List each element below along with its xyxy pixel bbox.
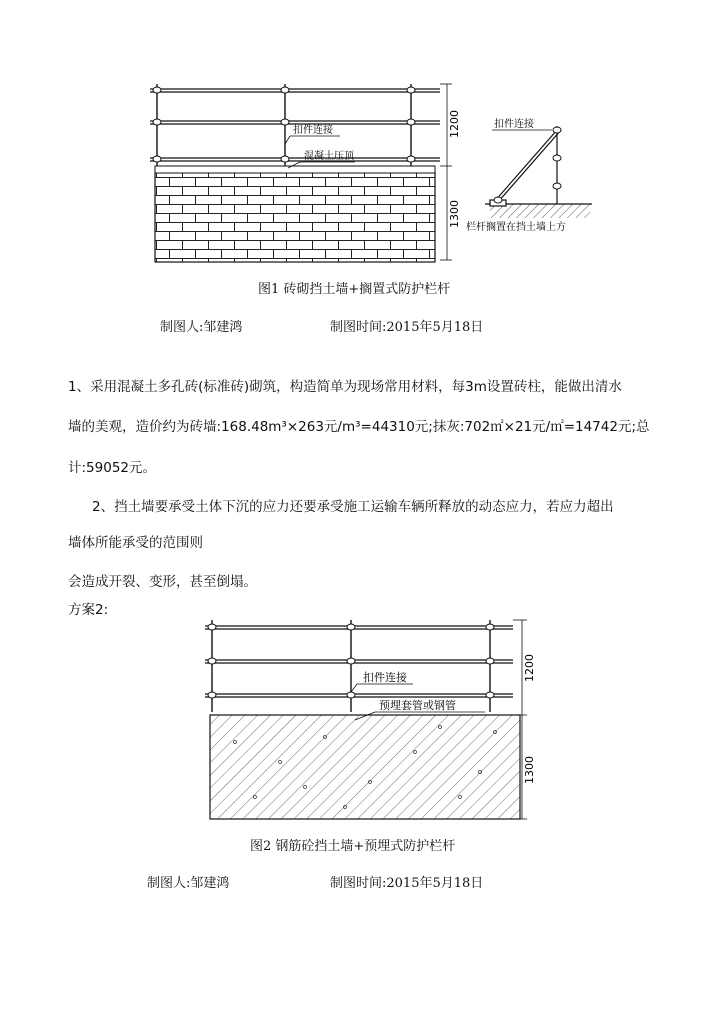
railing-rails-2 (205, 626, 513, 697)
label-concrete-top: 混凝土压顶 (304, 151, 354, 162)
concrete-wall (210, 715, 520, 819)
dim-1200-fig1: 1200 (448, 110, 461, 138)
paragraph-2-line-2: 墙体所能承受的范围则 (68, 535, 203, 551)
brick-wall (155, 172, 435, 262)
side-label-coupler: 扣件连接 (494, 119, 534, 130)
concrete-top (155, 166, 435, 173)
paragraph-2-line-1: 2、挡土墙要承受土体下沉的应力还要承受施工运输车辆所释放的动态应力，若应力超出 (92, 499, 614, 515)
side-label-rest: 栏杆搁置在挡土墙上方 (466, 222, 566, 233)
figure-2-caption: 图2 钢筋砼挡土墙+预埋式防护栏杆 (250, 839, 456, 854)
paragraph-1-line-1: 1、采用混凝土多孔砖(标准砖)砌筑，构造简单为现场常用材料，每3m设置砖柱，能做出清水 (68, 379, 622, 395)
label-coupler-1: 扣件连接 (293, 125, 333, 136)
credit-1-time: 制图时间:2015年5月18日 (330, 320, 484, 335)
dim-1300-fig1: 1300 (448, 200, 461, 228)
credit-2-author: 制图人:邹建鸿 (147, 876, 230, 891)
paragraph-1-line-3: 计:59052元。 (68, 460, 156, 476)
figure-2-drawing (195, 612, 545, 824)
paragraph-1-line-2: 墙的美观，造价约为砖墙:168.48m³×263元/m³=44310元;抹灰:702㎡×21元/㎡=14742元;总 (68, 419, 650, 435)
paragraph-2-line-3: 会造成开裂、变形，甚至倒塌。 (68, 574, 257, 590)
label-embedded-sleeve: 预埋套管或钢管 (379, 699, 456, 712)
dim-1200-fig2: 1200 (523, 654, 536, 682)
label-coupler-2: 扣件连接 (363, 671, 407, 684)
scheme-2-heading: 方案2: (68, 602, 109, 618)
figure-1-caption: 图1 砖砌挡土墙+搁置式防护栏杆 (258, 282, 451, 297)
credit-1-author: 制图人:邹建鸿 (160, 320, 243, 335)
figure-1-drawing (130, 78, 600, 266)
credit-2-time: 制图时间:2015年5月18日 (330, 876, 484, 891)
side-view (485, 126, 592, 218)
dim-1300-fig2: 1300 (523, 756, 536, 784)
